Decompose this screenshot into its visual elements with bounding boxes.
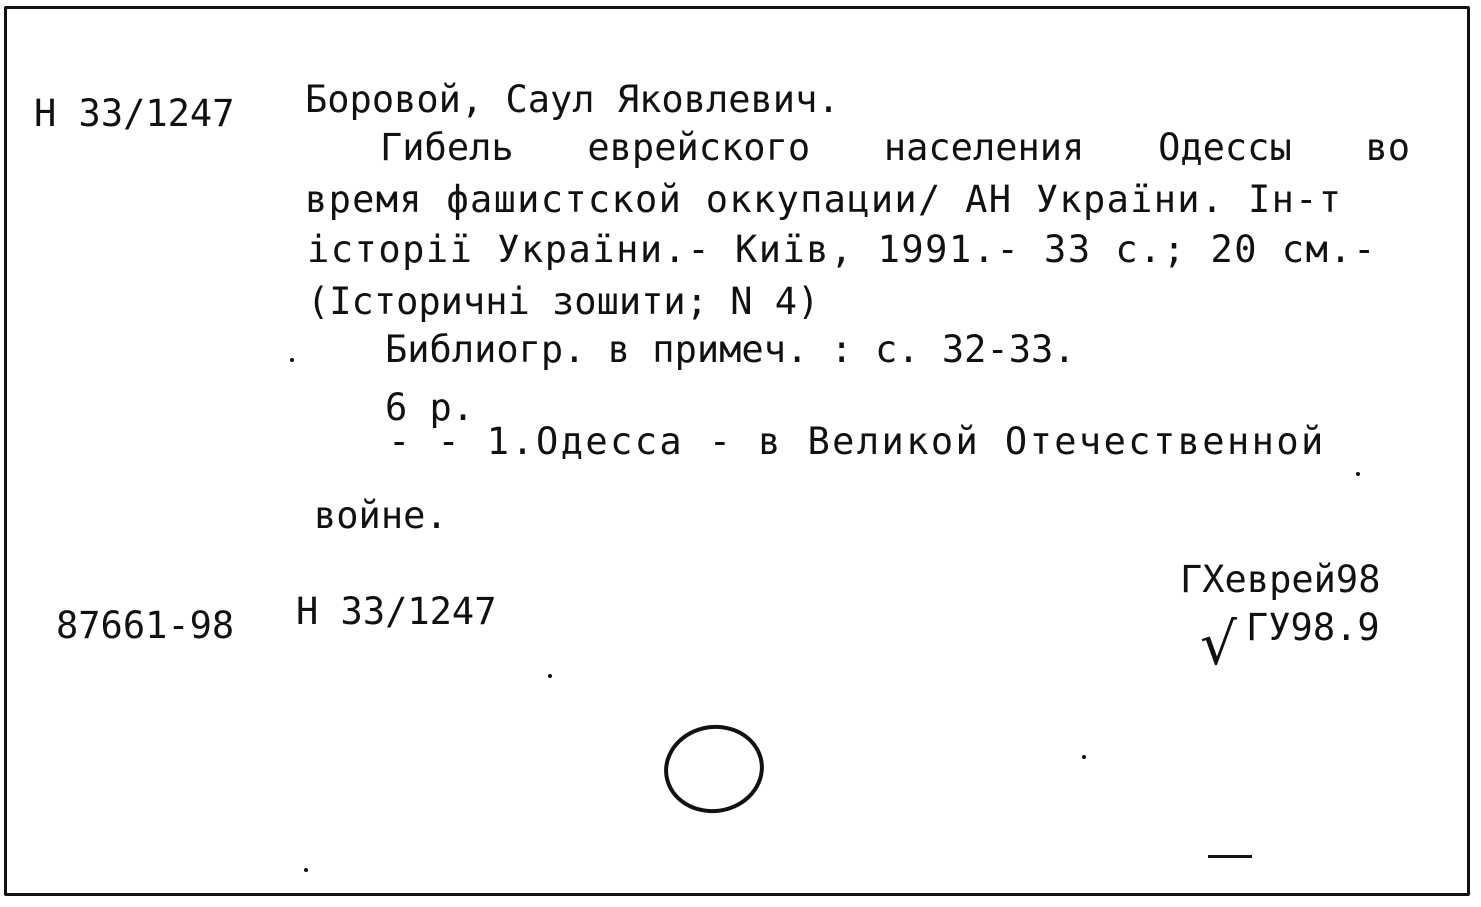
accession-number: 87661-98 [56,604,235,647]
title-line-2: время фашистской оккупации/ АН України. Ін-т [305,178,1343,221]
check-mark: √ [1200,610,1237,678]
price: 6 р. [385,386,475,429]
title-line-4: (Історичні зошити; N 4) [307,280,820,323]
title-line-1 [380,126,1410,170]
subject-heading-line-2: войне. [314,494,448,537]
title-word: Гибель [380,126,514,169]
call-number: Н 33/1247 [34,92,235,135]
bibliography-note: Библиогр. в примеч. : с. 32-33. [385,328,1076,371]
call-number-bottom: Н 33/1247 [296,590,497,633]
title-word: еврейского [587,126,811,169]
scan-speck [290,358,294,362]
library-stamp-line-1: ГХеврей98 [1180,558,1381,601]
title-word: Одессы [1158,126,1292,169]
title-line-3: історії України.- Київ, 1991.- 33 с.; 20 см.- [307,228,1377,271]
title-word: во [1365,126,1410,169]
title-word: населения [883,126,1085,169]
scan-speck [1082,755,1086,759]
scan-speck [1356,472,1360,476]
library-stamp-line-2: ГУ98.9 [1246,606,1380,649]
author: Боровой, Саул Яковлевич. [305,78,840,121]
scan-speck [304,868,308,872]
scan-mark [1208,855,1252,858]
subject-heading-line-1: - - 1.Одесса - в Великой Отечественной [388,420,1326,463]
scan-speck [548,674,552,678]
